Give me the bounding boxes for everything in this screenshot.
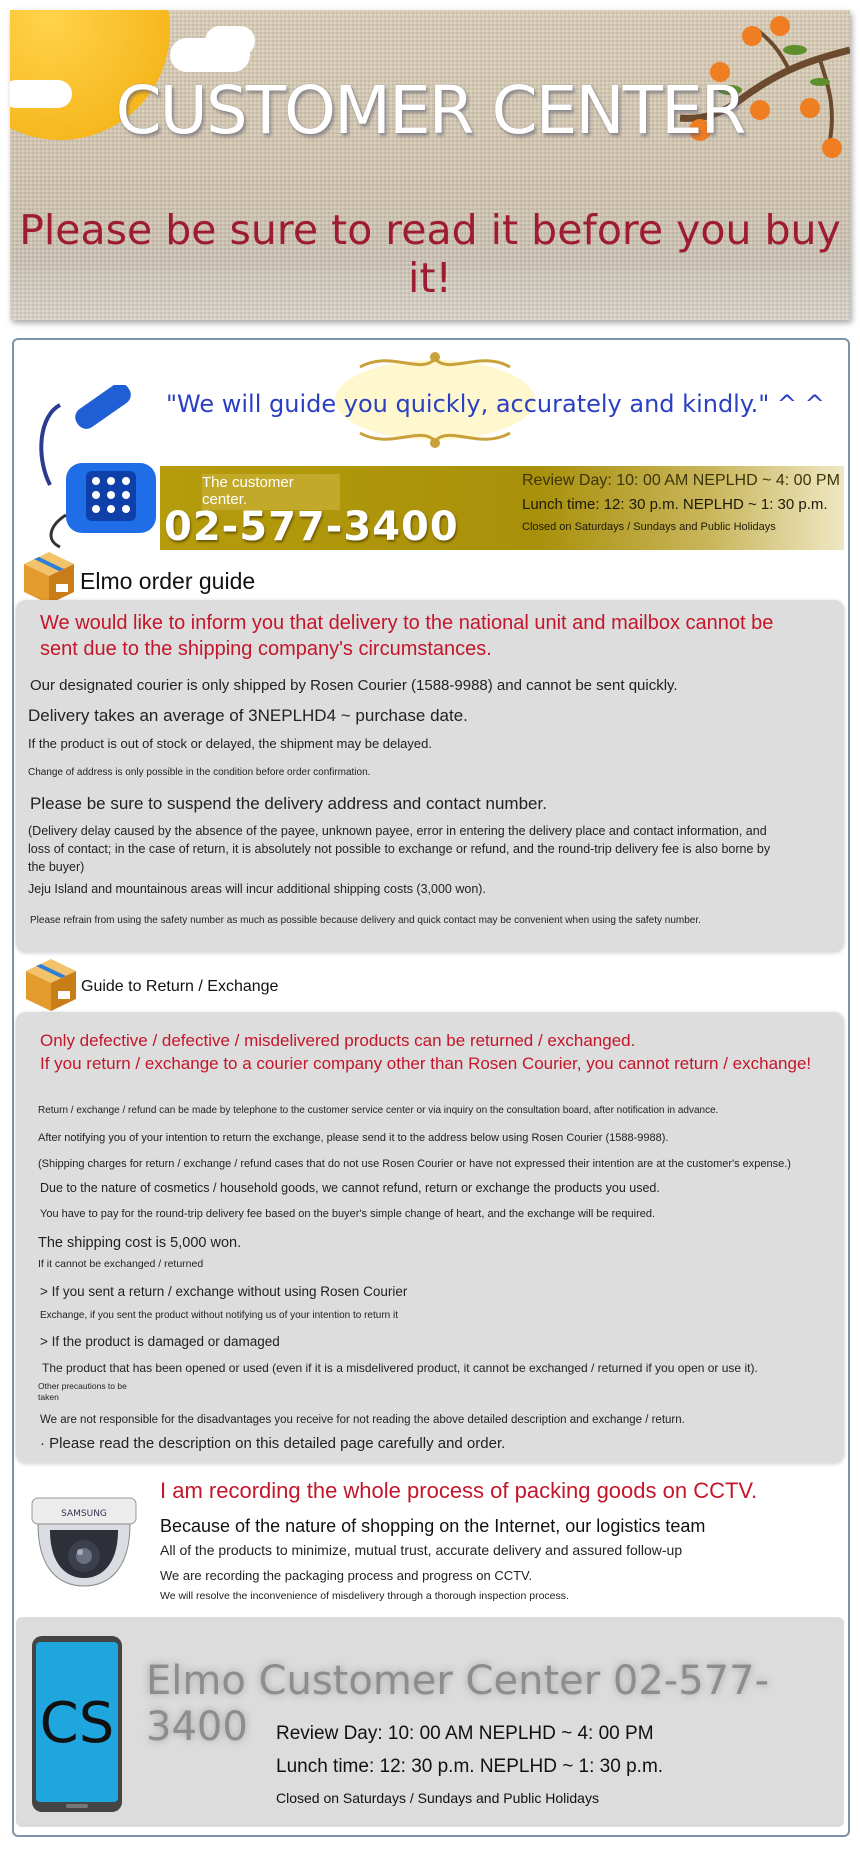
hours-closed-days: Closed on Saturdays / Sundays and Public Holidays [522,521,776,533]
return-guide-line: The product that has been opened or used (even if it is a misdelivered product, it cannot be exchanged / returned if you open or use it). [42,1361,758,1375]
cctv-line: Because of the nature of shopping on the Internet, our logistics team [160,1516,706,1536]
customer-center-title: Elmo Customer Center 02-577-3400 [146,1658,770,1750]
return-guide-line: · Please read the description on this detailed page carefully and order. [40,1435,506,1452]
hours-lunch-time: Lunch time: 12: 30 p.m. NEPLHD ~ 1: 30 p.m. [522,496,828,513]
return-guide-line: We are not responsible for the disadvantages you receive for not reading the above detailed description and exchange / return. [40,1414,685,1426]
package-box-icon [20,548,78,606]
cctv-line: All of the products to minimize, mutual trust, accurate delivery and assured follow-up [160,1542,683,1558]
return-guide-line: taken [38,1392,59,1402]
cs-logo: CS [39,1691,115,1756]
return-guide-line: > If the product is damaged or damaged [40,1334,280,1349]
contact-bar [160,466,844,550]
order-guide-line: Please refrain from using the safety number as much as possible because delivery and quick contact may be convenient when using the safety number. [30,915,701,926]
telephone-icon [30,385,170,550]
return-guide-line: If it cannot be exchanged / returned [38,1258,204,1270]
package-box-icon [22,955,80,1013]
return-guide-line: Due to the nature of cosmetics / household goods, we cannot refund, return or exchange the products you used. [40,1181,660,1195]
order-guide-notice: We would like to inform you that delivery to the national unit and mailbox cannot be [40,612,774,634]
return-guide-title: Guide to Return / Exchange [81,978,279,995]
order-guide-notice: sent due to the shipping company's circumstances. [40,638,492,660]
banner-title: CUSTOMER CENTER [115,72,745,149]
banner [10,10,850,320]
return-guide-line: Exchange, if you sent the product without notifying us of your intention to return it [40,1310,398,1321]
return-guide-line: Return / exchange / refund can be made by telephone to the customer service center or via inquiry on the consultation board, after notification in advance. [38,1105,719,1116]
bottom-hours-lunch-time: Lunch time: 12: 30 p.m. NEPLHD ~ 1: 30 p.m. [276,1756,664,1777]
order-guide-line: (Delivery delay caused by the absence of the payee, unknown payee, error in entering the delivery place and contact information, and [28,824,767,838]
order-guide-line: loss of contact; in the case of return, it is absolutely not possible to exchange or refund, and the round-trip delivery fee is also borne by [28,842,771,856]
cctv-headline: I am recording the whole process of packing goods on CCTV. [160,1478,758,1503]
order-guide-line: Delivery takes an average of 3NEPLHD4 ~ purchase date. [28,706,468,725]
guide-quote: "We will guide you quickly, accurately and kindly." ^ ^ [166,390,825,418]
customer-center-label: The customer center. [202,474,340,510]
smartphone-cs-icon [30,1634,124,1814]
return-guide-line: The shipping cost is 5,000 won. [38,1235,242,1251]
order-guide-line: Jeju Island and mountainous areas will incur additional shipping costs (3,000 won). [28,882,486,896]
customer-center-phone[interactable]: 02-577-3400 [164,504,459,550]
order-guide-line: Change of address is only possible in the condition before order confirmation. [28,767,371,778]
bottom-hours-review-day: Review Day: 10: 00 AM NEPLHD ~ 4: 00 PM [276,1723,654,1744]
hours-review-day: Review Day: 10: 00 AM NEPLHD ~ 4: 00 PM [522,472,840,489]
return-guide-notice: Only defective / defective / misdelivered products can be returned / exchanged. [40,1031,636,1050]
cloud-illustration [205,26,255,56]
return-guide-line: > If you sent a return / exchange without using Rosen Courier [40,1284,408,1299]
return-guide-line: You have to pay for the round-trip delivery fee based on the buyer's simple change of heart, and the exchange will be required. [40,1208,656,1220]
order-guide-line: If the product is out of stock or delayed, the shipment may be delayed. [28,736,432,751]
cctv-line: We are recording the packaging process and progress on CCTV. [160,1568,533,1583]
bottom-hours-closed-days: Closed on Saturdays / Sundays and Public Holidays [276,1790,599,1806]
cctv-camera-icon [24,1490,144,1590]
order-guide-title: Elmo order guide [80,568,256,594]
return-guide-line: (Shipping charges for return / exchange / refund cases that do not use Rosen Courier or have not expressed their intention are at the customer's expense.) [38,1158,791,1170]
business-hours [522,472,840,533]
return-guide-line: Other precautions to be [38,1381,127,1391]
banner-subtitle: Please be sure to read it before you buy it! [19,206,841,302]
order-guide-line: Please be sure to suspend the delivery address and contact number. [30,794,547,813]
cctv-brand-logo: SAMSUNG [61,1509,107,1519]
return-guide-notice: If you return / exchange to a courier company other than Rosen Courier, you cannot return / exchange! [40,1054,812,1073]
return-guide-line: After notifying you of your intention to return the exchange, please send it to the address below using Rosen Courier (1588-9988). [38,1132,669,1144]
order-guide-line: the buyer) [28,860,85,874]
cctv-line: We will resolve the inconvenience of misdelivery through a thorough inspection process. [160,1590,569,1602]
order-guide-line: Our designated courier is only shipped by Rosen Courier (1588-9988) and cannot be sent quickly. [30,677,678,694]
